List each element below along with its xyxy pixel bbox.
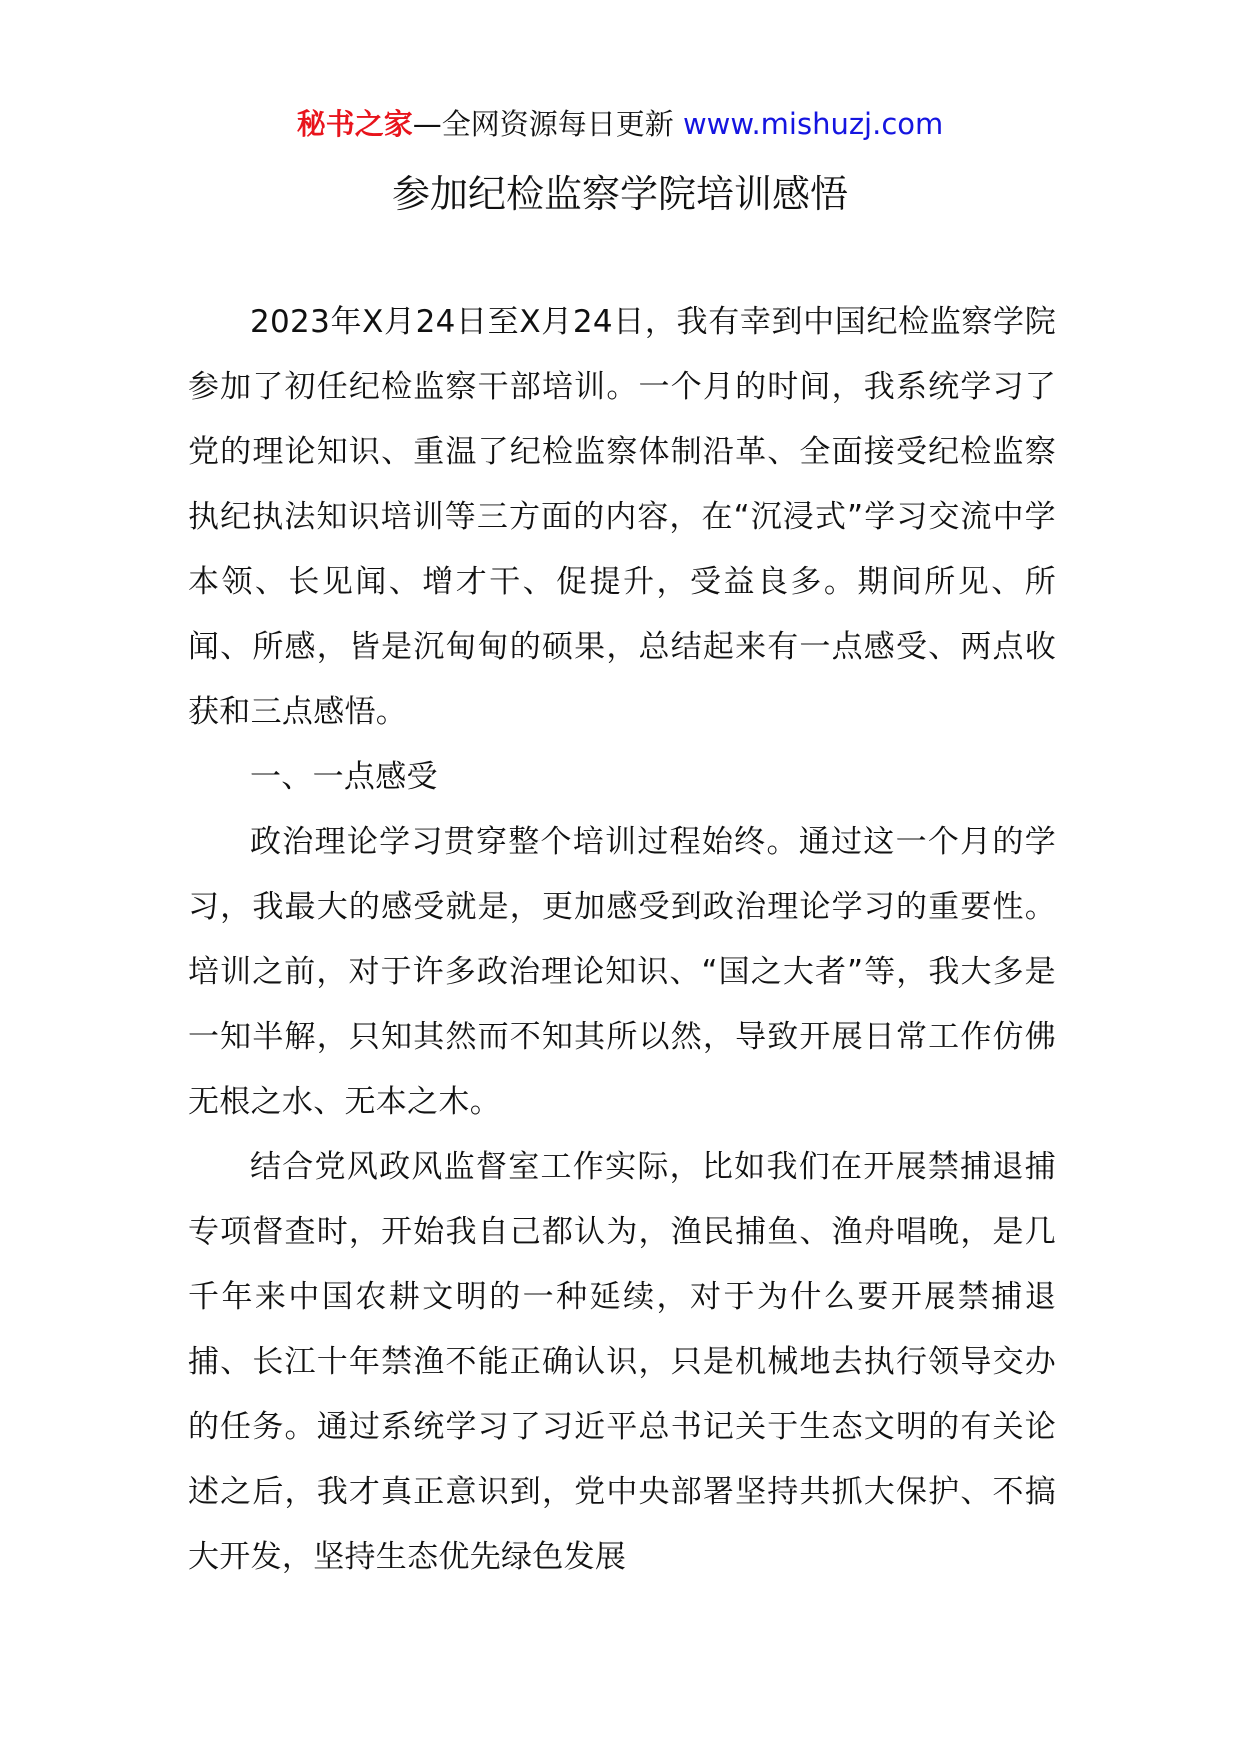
watermark-header xyxy=(0,102,1240,146)
brand-name: 秘书之家 xyxy=(296,107,413,141)
document-body xyxy=(188,290,1056,1590)
paragraph-intro: 2023年X月24日至X月24日，我有幸到中国纪检监察学院参加了初任纪检监察干部培训。一个月的时间，我系统学习了党的理论知识、重温了纪检监察体制沿革、全面接受纪检监察执纪执法知识培训等三方面的内容，在“沉浸式”学习交流中学本领、长见闻、增才干、促提升，受益良多。期间所见、所闻、所感，皆是沉甸甸的硕果，总结起来有一点感受、两点收获和三点感悟。 xyxy=(188,304,1056,730)
paragraph-feeling: 政治理论学习贯穿整个培训过程始终。通过这一个月的学习，我最大的感受就是，更加感受到政治理论学习的重要性。培训之前，对于许多政治理论知识、“国之大者”等，我大多是一知半解，只知其然而不知其所以然，导致开展日常工作仿佛无根之水、无本之木。 xyxy=(188,824,1056,1120)
section-heading: 一、一点感受 xyxy=(250,759,438,795)
paragraph-example: 结合党风政风监督室工作实际，比如我们在开展禁捕退捕专项督查时，开始我自己都认为，渔民捕鱼、渔舟唱晚，是几千年来中国农耕文明的一种延续，对于为什么要开展禁捕退捕、长江十年禁渔不能正确认识，只是机械地去执行领导交办的任务。通过系统学习了习近平总书记关于生态文明的有关论述之后，我才真正意识到，党中央部署坚持共抓大保护、不搞大开发，坚持生态优先绿色发展 xyxy=(188,1149,1056,1575)
site-url-link[interactable]: www.mishuzj.com xyxy=(682,107,944,141)
header-tagline: —全网资源每日更新 xyxy=(412,107,674,141)
document-title: 参加纪检监察学院培训感悟 xyxy=(391,172,848,216)
